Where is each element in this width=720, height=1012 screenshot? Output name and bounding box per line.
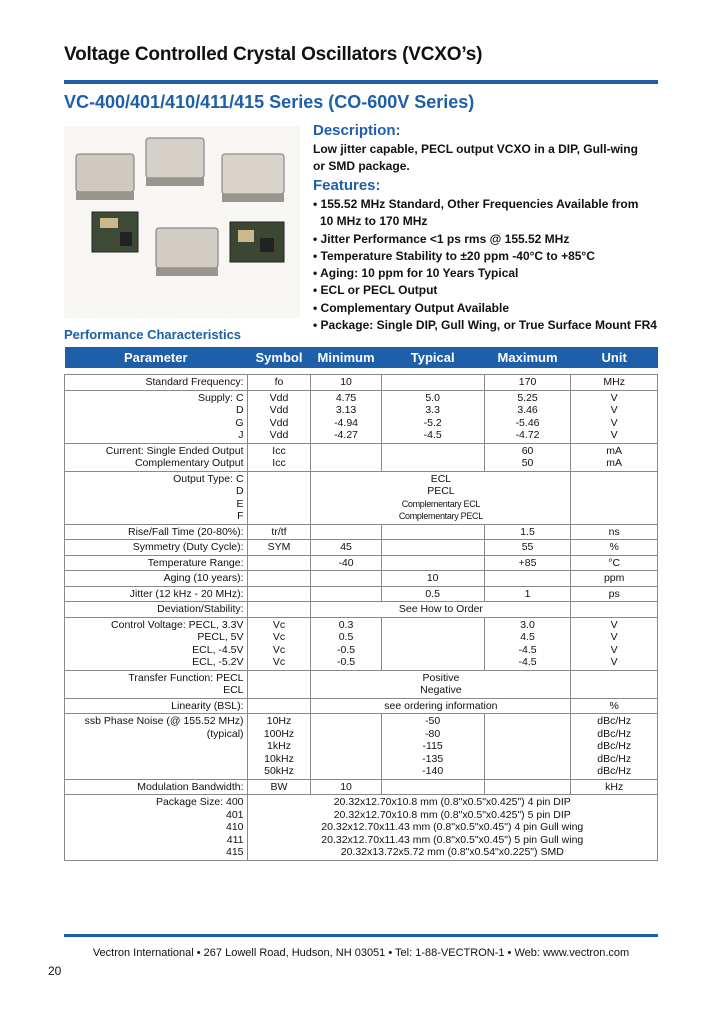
table-row: Control Voltage: PECL, 3.3V PECL, 5V ECL, -4.5V ECL, -5.2V Vc Vc Vc Vc 0.3 0.5 -0.5 -0.5 3.0 4.5 -4.5 -4.5 V V V V: [65, 617, 658, 670]
oscillator-can-1: [76, 154, 134, 200]
table-row: Supply: C D G J Vdd Vdd Vdd Vdd 4.75 3.13 -4.94 -4.27 5.0 3.3 -5.2 -4.5 5.25 3.46 -5.46 -4.72 V V V V: [65, 390, 658, 443]
performance-heading: Performance Characteristics: [64, 327, 242, 342]
table-row: Jitter (12 kHz - 20 MHz): 0.5 1 ps: [65, 586, 658, 602]
oscillator-can-3: [222, 154, 284, 202]
col-typical: Typical: [381, 347, 484, 368]
table-row: Package Size: 400 401 410 411 415 20.32x12.70x10.8 mm (0.8"x0.5"x0.425") 4 pin DIP 20.32x12.70x10.8 mm (0.8"x0.5"x0.425") 5 pin DIP 20.32x12.70x11.43 mm (0.8"x0.5"x0.45") 4 pin Gull wing 20.32x12.70x11.43 mm (0.8"x0.5"x0.45") 5 pin Gull wing 20.32x13.72x5.72 mm (0.8"x0.54"x0.225") SMD: [65, 795, 658, 861]
performance-table: [64, 347, 658, 861]
table-row: Temperature Range: -40 +85 °C: [65, 555, 658, 571]
table-row: Output Type: C D E F ECL PECL Complementary ECL Complementary PECL: [65, 471, 658, 524]
oscillator-board-2: [230, 222, 284, 262]
table-row: Transfer Function: PECL ECL Positive Negative: [65, 670, 658, 698]
table-row: Symmetry (Duty Cycle): SYM 45 55 %: [65, 540, 658, 556]
col-maximum: Maximum: [484, 347, 571, 368]
oscillator-can-4: [156, 228, 218, 276]
series-title: VC-400/401/410/411/415 Series (CO-600V Series): [64, 92, 475, 112]
table-row: Current: Single Ended Output Complementary Output Icc Icc 60 50 mA mA: [65, 443, 658, 471]
feature-item: • ECL or PECL Output: [313, 283, 438, 298]
features-list: [313, 196, 663, 334]
col-minimum: Minimum: [311, 347, 381, 368]
table-row: Rise/Fall Time (20-80%): tr/tf 1.5 ns: [65, 524, 658, 540]
oscillator-can-2: [146, 138, 204, 186]
table-row: ssb Phase Noise (@ 155.52 MHz) (typical) 10Hz 100Hz 1kHz 10kHz 50kHz -50 -80 -115 -135 -140 dBc/Hz dBc/Hz dBc/Hz dBc/Hz dBc/Hz: [65, 714, 658, 780]
col-parameter: Parameter: [65, 347, 248, 368]
table-row: Aging (10 years): 10 ppm: [65, 571, 658, 587]
feature-item: • 155.52 MHz Standard, Other Frequencies Available from: [313, 197, 639, 211]
footer-rule: [64, 934, 658, 937]
page-title: Voltage Controlled Crystal Oscillators (VCXO’s): [64, 44, 483, 65]
table-header-row: [65, 347, 658, 368]
table-row: Deviation/Stability: See How to Order: [65, 602, 658, 618]
table-row: Modulation Bandwidth: BW 10 kHz: [65, 779, 658, 795]
table-row: Linearity (BSL): see ordering information %: [65, 698, 658, 714]
product-photo: [64, 126, 300, 318]
feature-item: • Aging: 10 ppm for 10 Years Typical: [313, 266, 519, 281]
feature-item: • Temperature Stability to ±20 ppm -40°C to +85°C: [313, 248, 595, 263]
col-symbol: Symbol: [247, 347, 311, 368]
feature-item: • Jitter Performance <1 ps rms @ 155.52 MHz: [313, 231, 570, 246]
feature-item: • Complementary Output Available: [313, 300, 510, 315]
header-rule: [64, 80, 658, 84]
page-number: 20: [48, 964, 62, 978]
description-heading: Description:: [313, 122, 401, 139]
description-text: Low jitter capable, PECL output VCXO in a DIP, Gull-wing or SMD package.: [313, 142, 638, 173]
feature-item: • Package: Single DIP, Gull Wing, or True Surface Mount FR4: [313, 318, 657, 333]
oscillator-board-1: [92, 212, 138, 252]
feature-item: 10 MHz to 170 MHz: [320, 214, 428, 229]
features-heading: Features:: [313, 177, 381, 194]
footer-contact: Vectron International • 267 Lowell Road, Hudson, NH 03051 • Tel: 1-88-VECTRON-1 • Web: www.vectron.com: [92, 947, 630, 959]
col-unit: Unit: [571, 347, 658, 368]
table-row: Standard Frequency: fo 10 170 MHz: [65, 375, 658, 391]
